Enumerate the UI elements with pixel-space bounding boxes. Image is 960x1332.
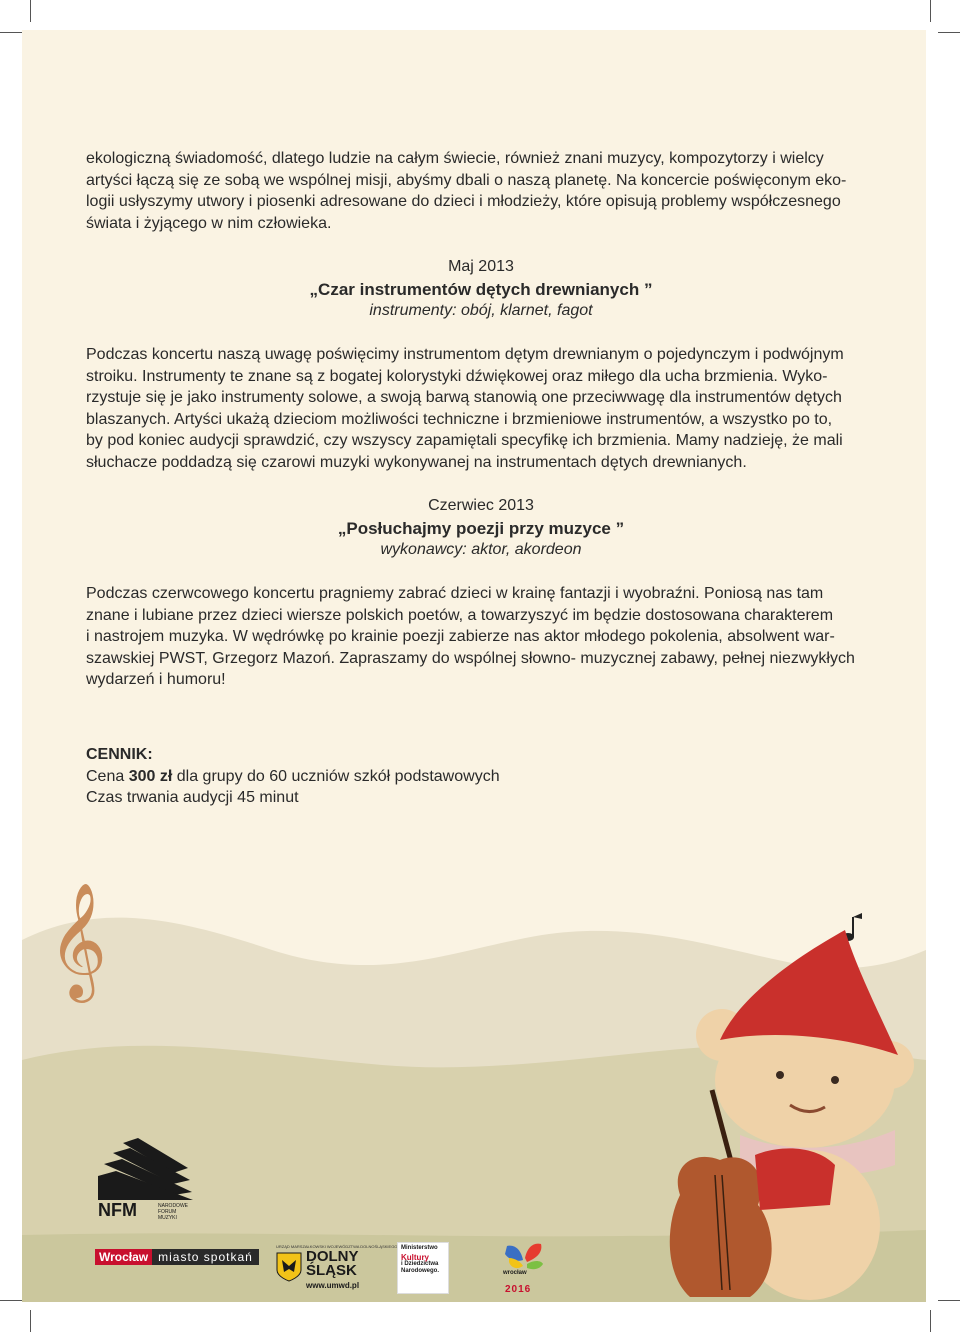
ds-caption: URZĄD MARSZAŁKOWSKI WOJEWÓDZTWA DOLNOŚLĄSKIEGO xyxy=(276,1244,398,1249)
text-line: Podczas koncertu naszą uwagę poświęcimy instrumentom dętym drewnianym o pojedynczym i podwójnym xyxy=(86,346,844,363)
june-title: „Posłuchajmy poezji przy muzyce ” xyxy=(337,519,625,538)
pricing-heading: CENNIK: xyxy=(86,746,153,763)
text-line: by pod koniec audycji sprawdzić, czy wszyscy zapamiętali specyfikę ich brzmienia. Mamy nadzieję, że mali xyxy=(86,432,843,450)
esk-city: wrocław xyxy=(503,1270,527,1276)
crop-mark xyxy=(0,32,22,33)
eagle-shield-icon xyxy=(276,1252,302,1282)
text-line: ekologiczną świadomość, dlatego ludzie na całym świecie, również znani muzycy, kompozytorzy i wielcy xyxy=(86,150,824,167)
crop-mark xyxy=(30,0,31,22)
crop-mark xyxy=(930,0,931,22)
text-line: rzystuje się je jako instrumenty solowe, a swoją barwą stanowią one przeciwwagę dla instrumentów dętych xyxy=(86,389,842,407)
june-paragraph xyxy=(86,583,876,691)
crop-mark xyxy=(930,1310,931,1332)
text-line: artyści łączą się ze sobą we wspólnej misji, abyśmy dbali o naszą planetę. Na koncercie poświęconym eko- xyxy=(86,171,847,189)
text-line: stroiku. Instrumenty te znane są z bogatej kolorystyki dźwiękowej oraz miłego dla ucha brzmienia. Wyko- xyxy=(86,367,828,385)
text-line: znane i lubiane przez dzieci wiersze polskich poetów, a towarzyszyć im będzie dostosowana charakterem xyxy=(86,606,834,624)
ds-url: www.umwd.pl xyxy=(306,1281,360,1290)
crop-mark xyxy=(30,1310,31,1332)
esk-year: 2016 xyxy=(505,1284,532,1295)
ds-wordmark: DOLNY ŚLĄSK xyxy=(306,1248,359,1279)
text-line: wydarzeń i humoru! xyxy=(86,671,226,689)
may-title: „Czar instrumentów dętych drewnianych ” xyxy=(309,280,653,299)
treble-clef-icon: 𝄞 xyxy=(48,881,108,998)
pricing-section xyxy=(86,744,876,809)
text-line: logii usłyszymy utwory i piosenki adresowane do dzieci i młodzieży, które opisują problemy współczesnego xyxy=(86,193,841,211)
text-line: słuchacze poddadzą się czarowi muzyki wykonywanej na instrumentach dętych drewnianych. xyxy=(86,453,747,471)
text-line: świata i żyjącego w nim człowieka. xyxy=(86,214,332,232)
may-subtitle: instrumenty: obój, klarnet, fagot xyxy=(369,302,593,319)
duration-line: Czas trwania audycji 45 minut xyxy=(86,789,299,807)
crop-mark xyxy=(0,1300,22,1301)
wroclaw-logo: Wrocław miasto spotkań xyxy=(95,1249,259,1265)
nfm-subtitle: NARODOWE FORUM MUZYKI xyxy=(158,1203,188,1221)
text-line: blaszanych. Artyści ukażą dzieciom możliwości techniczne i brzmieniowe instrumentów, a wszystko po to, xyxy=(86,410,833,428)
price-line: Cena 300 zł dla grupy do 60 uczniów szkół podstawowych xyxy=(86,767,500,785)
price-value: 300 zł xyxy=(128,767,173,785)
bear-cello-illustration xyxy=(640,905,930,1300)
text-line: szawskiej PWST, Grzegorz Mazoń. Zapraszamy do wspólnej słowno- muzycznej zabawy, pełnej niezwykłych xyxy=(86,649,855,667)
crop-mark xyxy=(938,32,960,33)
may-date: Maj 2013 xyxy=(448,258,514,275)
intro-paragraph xyxy=(86,148,876,234)
june-date: Czerwiec 2013 xyxy=(428,497,534,514)
may-paragraph xyxy=(86,344,876,474)
text-line: Podczas czerwcowego koncertu pragniemy zabrać dzieci w krainę fantazji i wyobraźni. Poniosą nas tam xyxy=(86,585,824,602)
nfm-wordmark: NFM xyxy=(98,1200,137,1220)
text-line: i nastrojem muzyka. W wędrówkę po krainie poezji zabierze nas aktor młodego pokolenia, absolwent war- xyxy=(86,628,835,646)
june-subtitle: wykonawcy: aktor, akordeon xyxy=(380,541,582,558)
crop-mark xyxy=(938,1300,960,1301)
ministry-logo: Ministerstwo Kultury i Dziedzictwa Narodowego. xyxy=(397,1242,449,1294)
